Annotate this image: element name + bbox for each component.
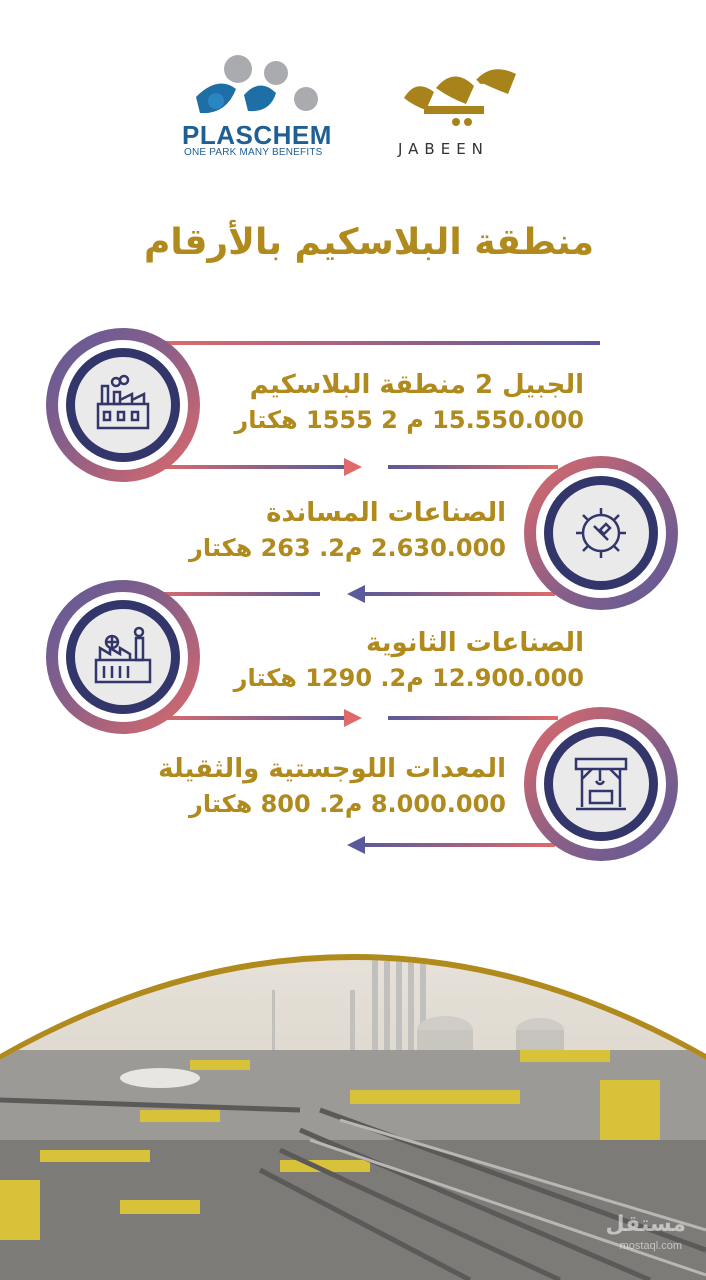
item-4-title: المعدات اللوجستية والثقيلة bbox=[158, 754, 506, 784]
industrial-plant-icon bbox=[92, 626, 154, 688]
gear-badge bbox=[524, 456, 678, 610]
jabeen-wordmark: JABEEN bbox=[398, 140, 489, 158]
factory-icon bbox=[92, 374, 154, 436]
jabeen-logo-mark bbox=[396, 58, 526, 133]
gear-wrench-icon bbox=[570, 502, 632, 564]
industrial-plant-photo bbox=[0, 920, 706, 1280]
industrial-plant-badge bbox=[46, 580, 200, 734]
crane-icon bbox=[570, 753, 632, 815]
page-title: منطقة البلاسكيم بالأرقام bbox=[143, 222, 594, 263]
item-1-value: 15.550.000 م 2 1555 هكتار bbox=[234, 406, 584, 434]
plaschem-wordmark: PLASCHEM bbox=[182, 120, 332, 150]
item-2-value: 2.630.000 م2. 263 هكتار bbox=[189, 534, 506, 562]
factory-badge bbox=[46, 328, 200, 482]
item-1-title: الجبيل 2 منطقة البلاسكيم bbox=[249, 370, 584, 400]
item-4-value: 8.000.000 م2. 800 هكتار bbox=[189, 790, 506, 818]
watermark-url: mostaql.com bbox=[619, 1240, 682, 1252]
item-2-title: الصناعات المساندة bbox=[266, 498, 506, 528]
item-3-title: الصناعات الثانوية bbox=[365, 628, 584, 658]
crane-badge bbox=[524, 707, 678, 861]
item-3-value: 12.900.000 م2. 1290 هكتار bbox=[233, 664, 584, 692]
plaschem-tagline: ONE PARK MANY BENEFITS bbox=[184, 147, 323, 158]
watermark-logo: مستقل bbox=[605, 1212, 686, 1237]
